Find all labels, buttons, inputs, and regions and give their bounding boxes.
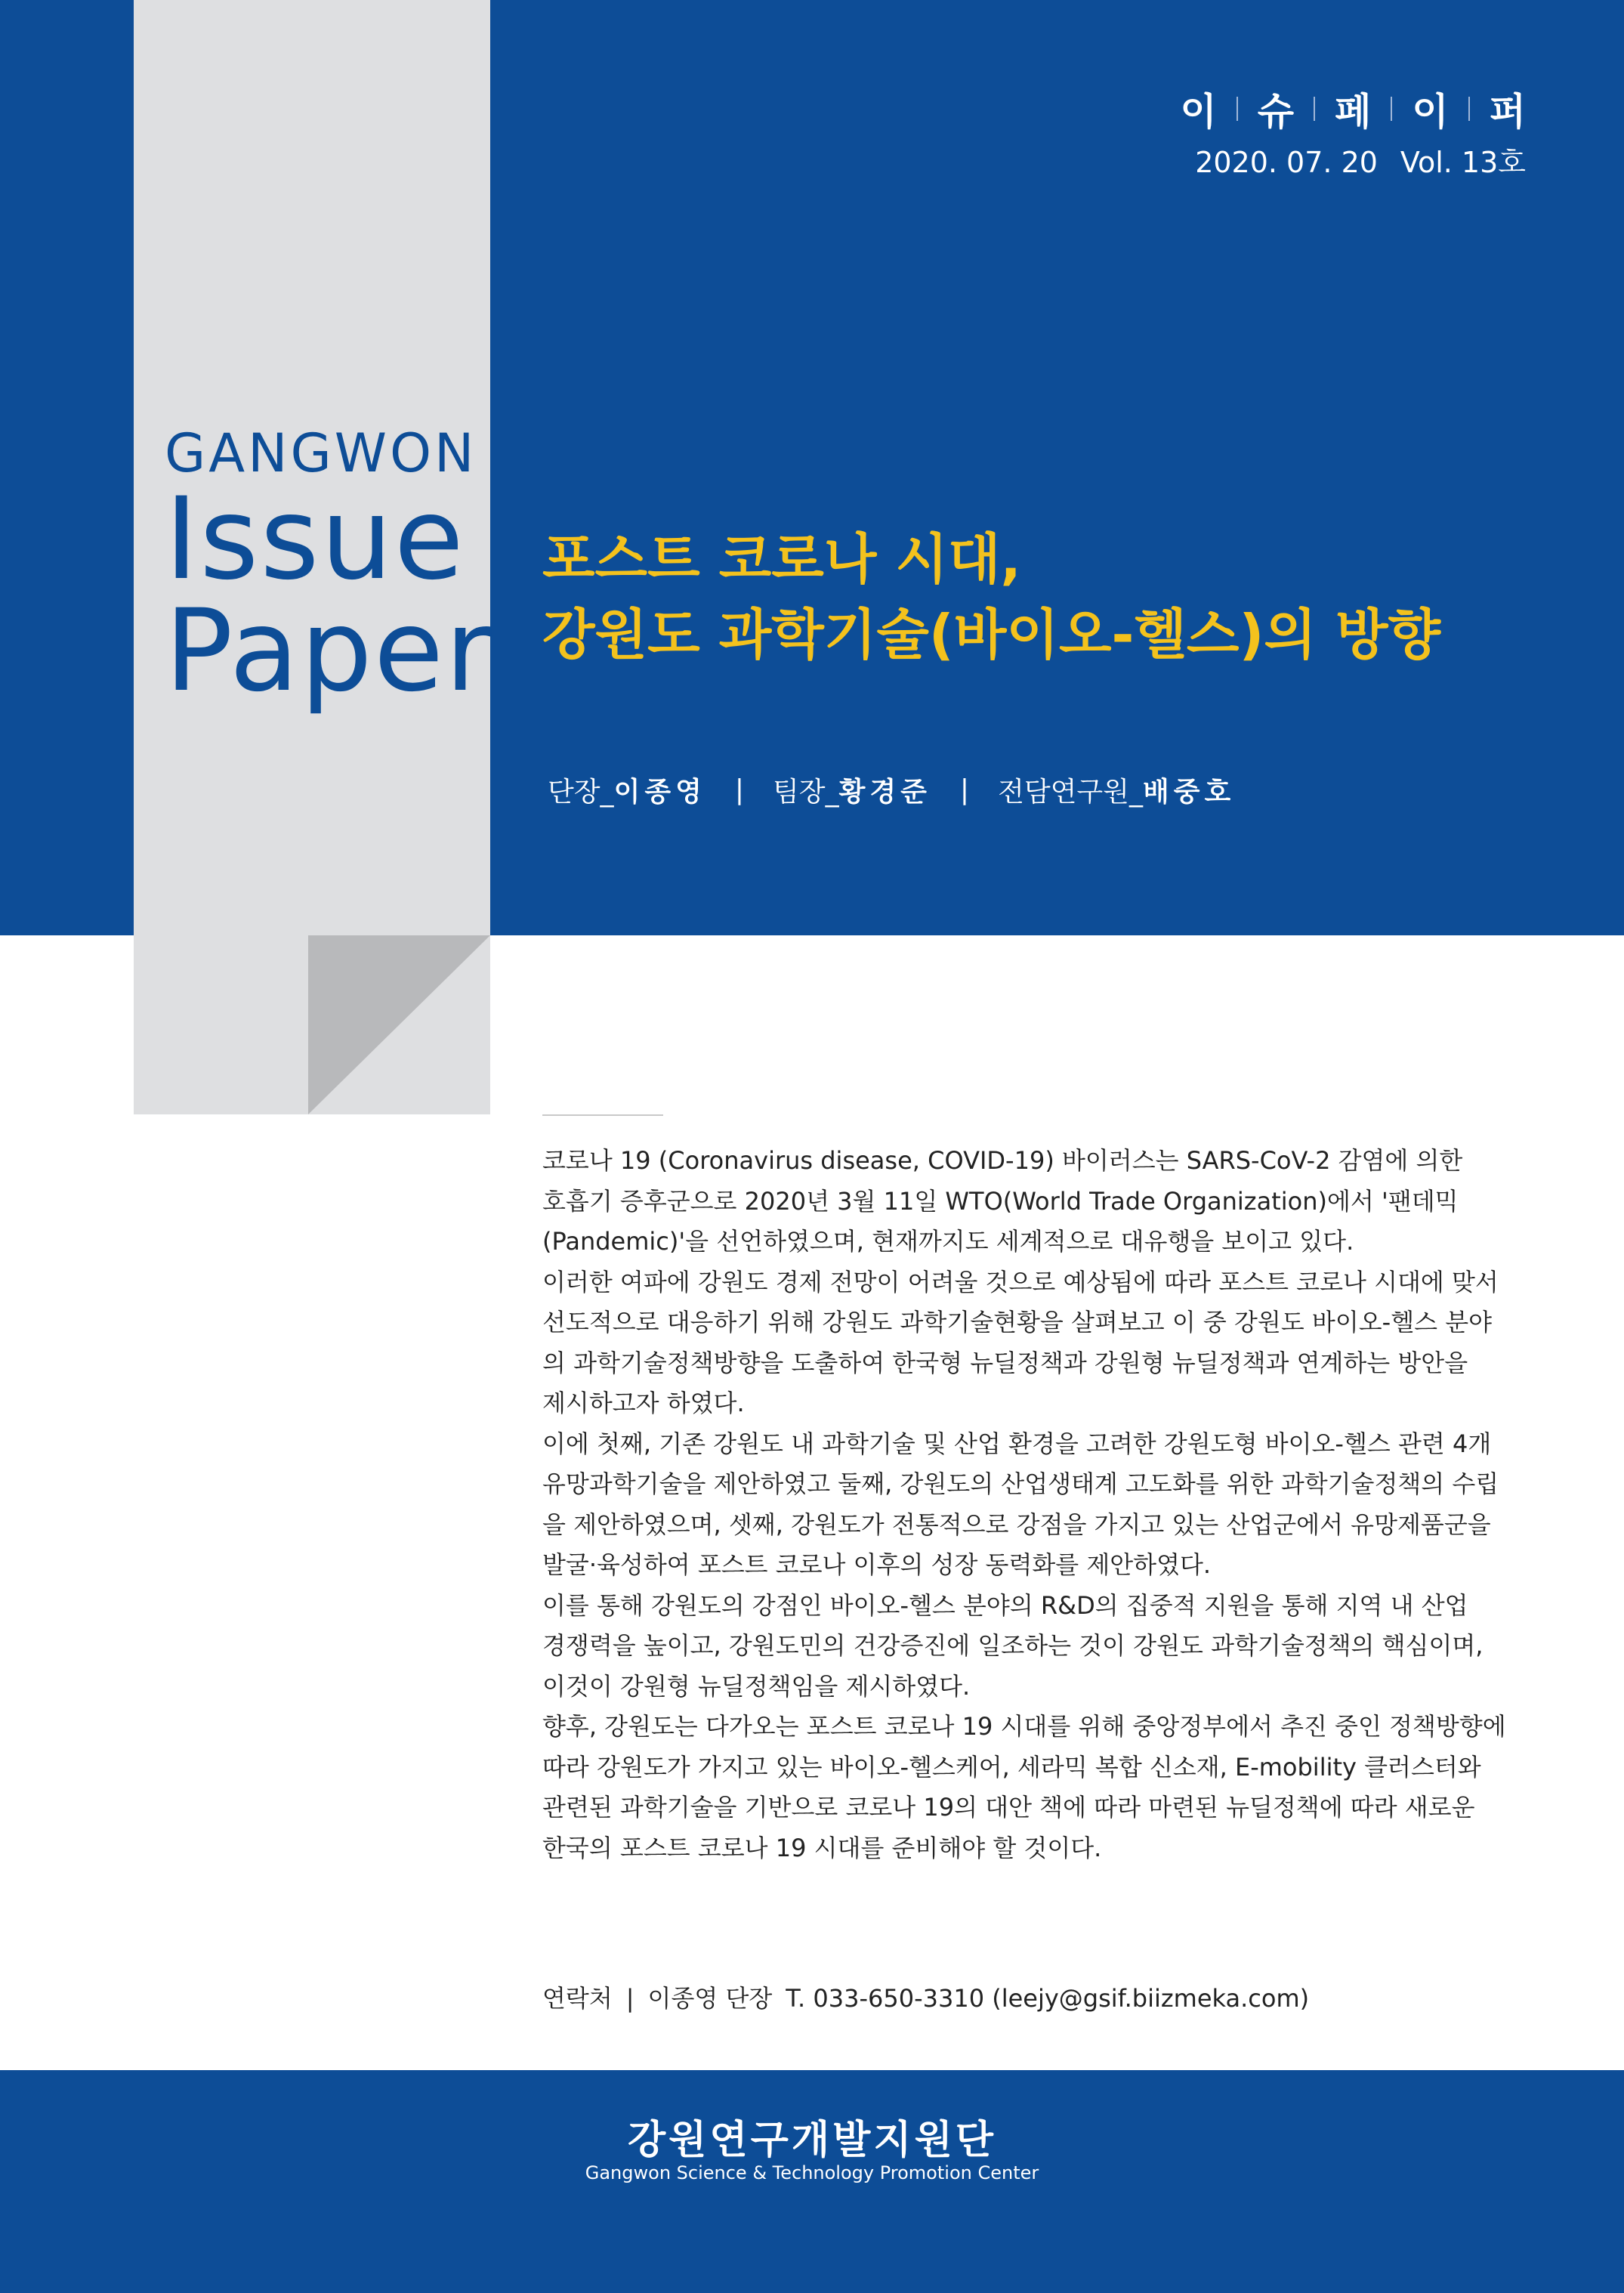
abstract-line: 선도적으로 대응하기 위해 강원도 과학기술현황을 살펴보고 이 중 강원도 바이오-헬스 분야 <box>542 1308 1493 1337</box>
abstract-line: 이에 첫째, 기존 강원도 내 과학기술 및 산업 환경을 고려한 강원도형 바이오-헬스 관련 4개 <box>542 1429 1492 1458</box>
series-char: 페 <box>1335 90 1372 134</box>
abstract-line: 발굴·육성하여 포스트 코로나 이후의 성장 동력화를 제안하였다. <box>542 1550 1212 1579</box>
contact-person: 이종영 단장 <box>647 1984 773 2013</box>
abstract-line: 관련된 과학기술을 기반으로 코로나 19의 대안 책에 따라 마련된 뉴딜정책에 따라 새로운 <box>542 1793 1475 1822</box>
issue-volume: Vol. 13호 <box>1400 146 1526 179</box>
abstract-line: 유망과학기술을 제안하였고 둘째, 강원도의 산업생태계 고도화를 위한 과학기술정책의 수립 <box>542 1469 1499 1498</box>
author-divider: | <box>959 774 970 805</box>
series-char: 퍼 <box>1489 90 1526 134</box>
author-name: 황경준 <box>838 777 931 808</box>
series-char: 이 <box>1412 90 1449 134</box>
series-divider <box>1468 97 1470 121</box>
author-role: 팀장_ <box>773 777 839 808</box>
abstract-line: 제시하고자 하였다. <box>542 1389 745 1417</box>
abstract-line: 따라 강원도가 가지고 있는 바이오-헬스케어, 세라믹 복합 신소재, E-mobility 클러스터와 <box>542 1752 1481 1782</box>
author-role: 전담연구원_ <box>998 777 1143 808</box>
abstract-line: 이러한 여파에 강원도 경제 전망이 어려울 것으로 예상됨에 따라 포스트 코로나 시대에 맞서 <box>542 1267 1499 1296</box>
paper-title-line1: 포스트 코로나 시대, <box>542 527 1021 591</box>
series-char: 이 <box>1180 90 1217 134</box>
abstract-paragraph <box>542 1424 1502 1586</box>
abstract-line: 을 제안하였으며, 셋째, 강원도가 전통적으로 강점을 가지고 있는 산업군에서 유망제품군을 <box>542 1510 1491 1539</box>
author-name: 이종영 <box>613 777 706 808</box>
author-divider: | <box>734 774 745 805</box>
contact-label: 연락처 <box>542 1984 613 2013</box>
brand-paper: Paper <box>165 586 493 717</box>
contact-info <box>542 1979 1309 2014</box>
abstract-line: 의 과학기술정책방향을 도출하여 한국형 뉴딜정책과 강원형 뉴딜정책과 연계하는 방안을 <box>542 1348 1468 1377</box>
abstract-paragraph <box>542 1141 1502 1262</box>
series-divider <box>1314 97 1315 121</box>
series-title <box>1180 82 1526 136</box>
author-name: 배중호 <box>1142 777 1236 808</box>
abstract-paragraph <box>542 1262 1502 1424</box>
issue-date: 2020. 07. 20 <box>1195 146 1378 179</box>
abstract-line: 한국의 포스트 코로나 19 시대를 준비해야 할 것이다. <box>542 1833 1102 1862</box>
abstract-paragraph <box>542 1586 1502 1707</box>
contact-phone-email[interactable]: T. 033-650-3310 (leejy@gsif.biizmeka.com) <box>786 1984 1310 2013</box>
abstract-line: 향후, 강원도는 다가오는 포스트 코로나 19 시대를 위해 중앙정부에서 추진 중인 정책방향에 <box>542 1712 1506 1741</box>
footer-org-english: Gangwon Science & Technology Promotion Center <box>585 2162 1039 2183</box>
abstract-line: 코로나 19 (Coronavirus disease, COVID-19) 바이러스는 SARS-CoV-2 감염에 의한 <box>542 1146 1463 1175</box>
abstract-body <box>542 1141 1506 1868</box>
abstract-line: 이것이 강원형 뉴딜정책임을 제시하였다. <box>542 1671 971 1701</box>
issue-meta <box>1195 139 1526 181</box>
abstract-line: 호흡기 증후군으로 2020년 3월 11일 WTO(World Trade Organization)에서 '팬데믹 <box>542 1186 1459 1216</box>
abstract-paragraph <box>542 1707 1506 1868</box>
author-list <box>548 771 1235 809</box>
abstract-line: 이를 통해 강원도의 강점인 바이오-헬스 분야의 R&D의 집중적 지원을 통해 지역 내 산업 <box>542 1590 1468 1620</box>
brand-issue: Issue <box>165 474 465 605</box>
paper-title <box>542 521 1440 672</box>
brand-gangwon: GANGWON <box>165 422 477 484</box>
brand-logo <box>165 422 493 717</box>
abstract-rule <box>542 1114 663 1116</box>
contact-separator: | <box>625 1984 634 2013</box>
author-role: 단장_ <box>548 777 614 808</box>
series-divider <box>1237 97 1238 121</box>
series-divider <box>1391 97 1392 121</box>
series-char: 슈 <box>1257 90 1295 134</box>
abstract-line: (Pandemic)'을 선언하였으며, 현재까지도 세계적으로 대유행을 보이고 있다. <box>542 1227 1354 1256</box>
abstract-line: 경쟁력을 높이고, 강원도민의 건강증진에 일조하는 것이 강원도 과학기술정책의 핵심이며, <box>542 1631 1484 1660</box>
footer-org-korean: 강원연구개발지원단 <box>627 2118 997 2163</box>
paper-title-line2: 강원도 과학기술(바이오-헬스)의 방향 <box>542 603 1441 666</box>
